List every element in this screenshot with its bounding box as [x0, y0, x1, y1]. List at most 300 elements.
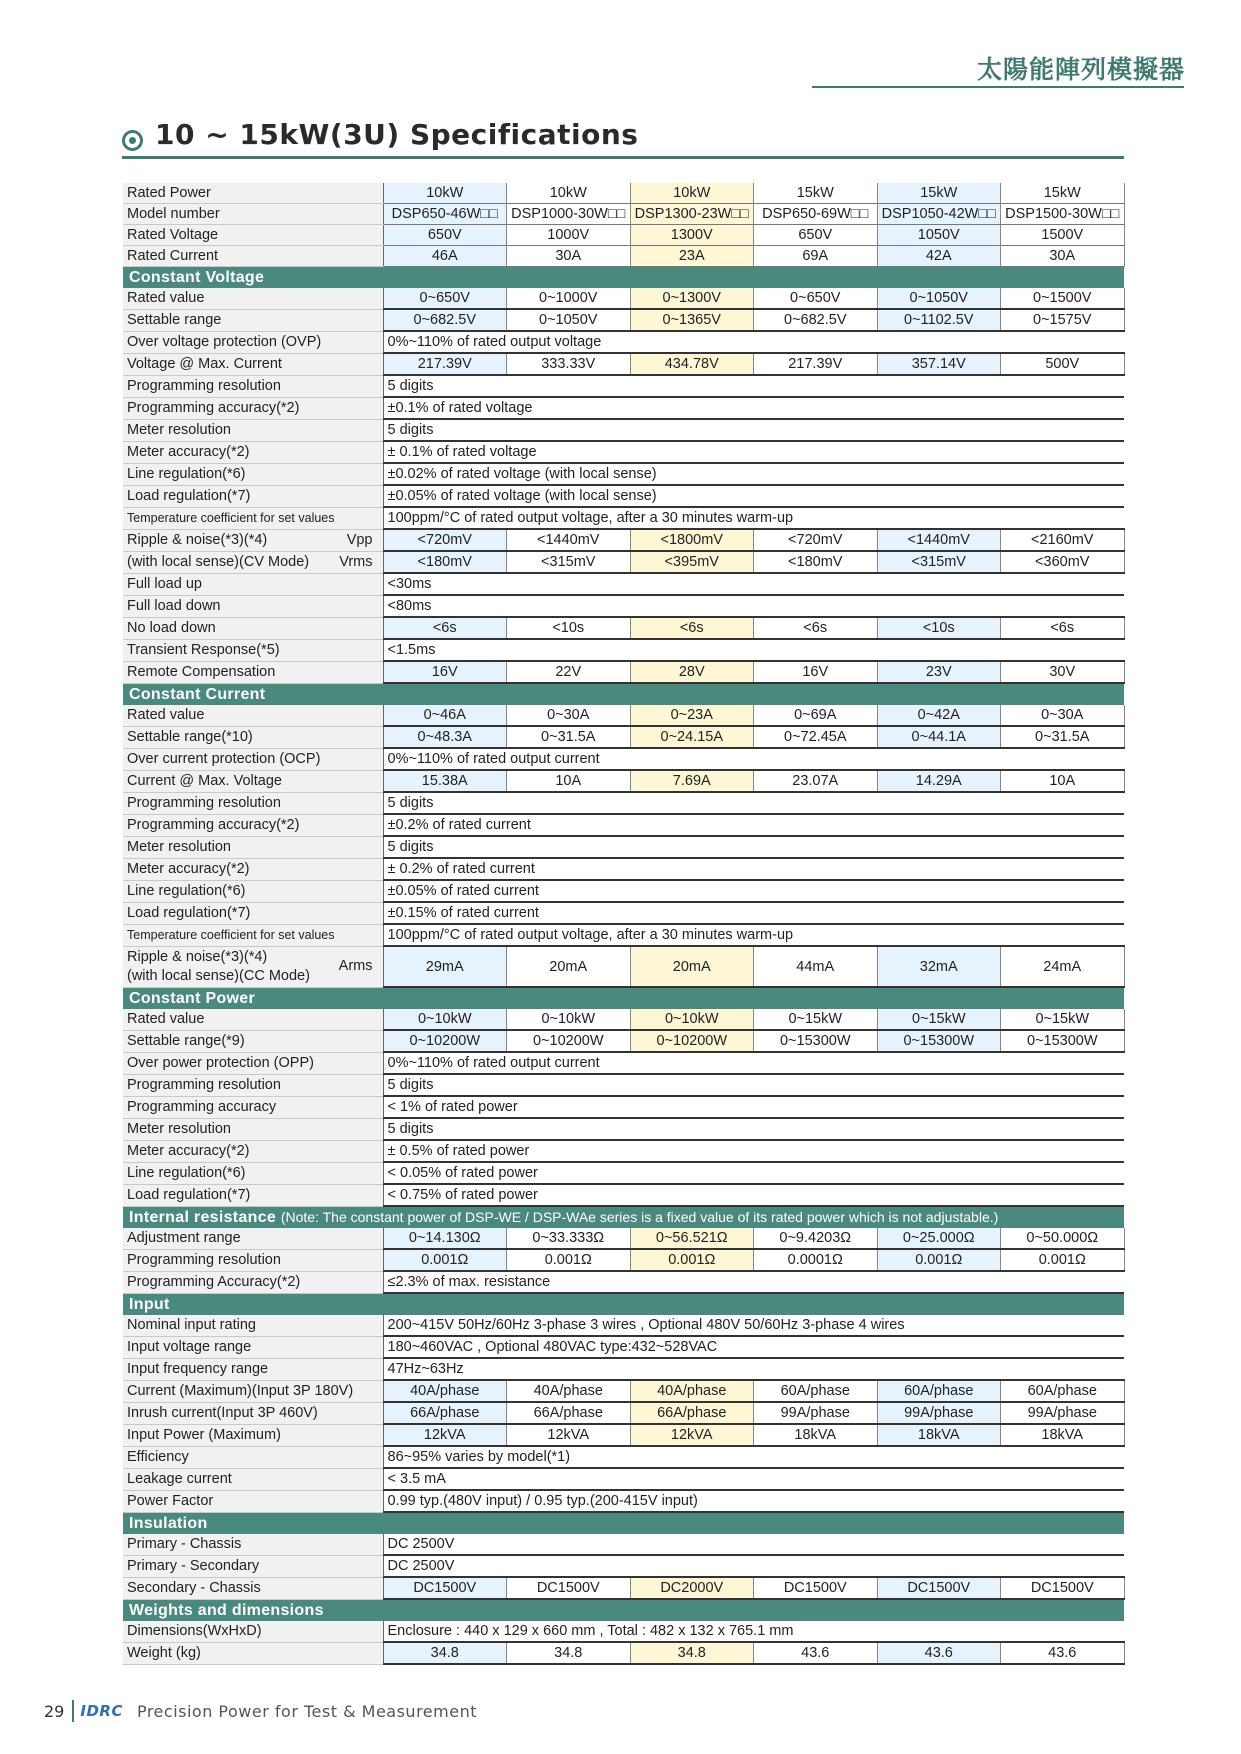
spec-value-model-6: 0~1500V: [1001, 288, 1125, 309]
spec-value-all-models: 47Hz~63Hz: [383, 1358, 1124, 1380]
spec-label: Programming resolution: [123, 375, 383, 397]
spec-label: Rated Power: [123, 183, 383, 204]
spec-value-model-4: DSP650-69W□□: [754, 204, 878, 225]
spec-value-model-4: 16V: [754, 661, 878, 683]
spec-value-model-4: 0~69A: [754, 705, 878, 726]
spec-value-model-1: 217.39V: [383, 353, 507, 375]
spec-value-model-4: 0~72.45A: [754, 726, 878, 748]
spec-value-all-models: < 0.75% of rated power: [383, 1184, 1124, 1206]
spec-value-model-1: 10kW: [383, 183, 507, 204]
spec-label: Load regulation(*7): [123, 1184, 383, 1206]
spec-value-model-4: 650V: [754, 225, 878, 246]
section-header-row: [123, 1512, 1124, 1534]
spec-value-model-2: 0~33.333Ω: [507, 1228, 631, 1249]
footer-divider: [72, 1700, 74, 1722]
page-footer: [44, 1700, 477, 1722]
spec-value-model-5: 60A/phase: [877, 1380, 1001, 1402]
page-number: 29: [44, 1701, 65, 1721]
spec-row: [123, 204, 1124, 225]
spec-label: Leakage current: [123, 1468, 383, 1490]
spec-value-model-4: <6s: [754, 617, 878, 639]
spec-value-all-models: <30ms: [383, 573, 1124, 595]
spec-value-model-3: 0.001Ω: [630, 1249, 754, 1271]
spec-value-model-5: <315mV: [877, 551, 1001, 573]
spec-label: [123, 551, 383, 573]
spec-label: Line regulation(*6): [123, 1162, 383, 1184]
spec-value-all-models: 5 digits: [383, 1074, 1124, 1096]
spec-label: Current (Maximum)(Input 3P 180V): [123, 1380, 383, 1402]
spec-value-model-3: 40A/phase: [630, 1380, 754, 1402]
spec-row: [123, 617, 1124, 639]
spec-row: [123, 246, 1124, 267]
spec-value-model-6: 0.001Ω: [1001, 1249, 1125, 1271]
spec-value-model-3: <1800mV: [630, 529, 754, 551]
spec-row: [123, 551, 1124, 573]
spec-value-model-3: 0~10kW: [630, 1009, 754, 1030]
spec-row: [123, 661, 1124, 683]
spec-label: Over voltage protection (OVP): [123, 331, 383, 353]
section-header-row: [123, 1206, 1124, 1228]
spec-value-all-models: Enclosure : 440 x 129 x 660 mm , Total : 482 x 132 x 765.1 mm: [383, 1621, 1124, 1642]
section-header-label: Constant Current: [129, 685, 266, 703]
spec-value-model-4: 0~9.4203Ω: [754, 1228, 878, 1249]
section-header-row: [123, 987, 1124, 1009]
spec-row: [123, 1052, 1124, 1074]
spec-label: Meter resolution: [123, 1118, 383, 1140]
spec-value-all-models: ±0.02% of rated voltage (with local sense): [383, 463, 1124, 485]
spec-value-model-6: DSP1500-30W□□: [1001, 204, 1125, 225]
spec-value-all-models: <1.5ms: [383, 639, 1124, 661]
spec-label: Meter accuracy(*2): [123, 858, 383, 880]
spec-row: [123, 946, 1124, 987]
spec-label: Meter accuracy(*2): [123, 441, 383, 463]
spec-value-model-6: 60A/phase: [1001, 1380, 1125, 1402]
spec-value-model-5: 15kW: [877, 183, 1001, 204]
spec-value-model-1: 0~10200W: [383, 1030, 507, 1052]
spec-value-model-6: 0~15300W: [1001, 1030, 1125, 1052]
spec-value-all-models: < 1% of rated power: [383, 1096, 1124, 1118]
spec-value-all-models: ≤2.3% of max. resistance: [383, 1271, 1124, 1293]
spec-row: [123, 1184, 1124, 1206]
spec-row: [123, 1140, 1124, 1162]
spec-value-all-models: ±0.15% of rated current: [383, 902, 1124, 924]
section-header: [123, 683, 1124, 705]
spec-row: [123, 529, 1124, 551]
spec-label: Input Power (Maximum): [123, 1424, 383, 1446]
spec-row: [123, 1577, 1124, 1599]
spec-value-model-6: 43.6: [1001, 1642, 1125, 1664]
spec-row: [123, 748, 1124, 770]
spec-row: [123, 1468, 1124, 1490]
spec-label: Line regulation(*6): [123, 880, 383, 902]
spec-row: [123, 770, 1124, 792]
spec-label: Meter resolution: [123, 419, 383, 441]
spec-label: Input frequency range: [123, 1358, 383, 1380]
spec-value-model-6: 1500V: [1001, 225, 1125, 246]
spec-value-all-models: 86~95% varies by model(*1): [383, 1446, 1124, 1468]
spec-row: [123, 705, 1124, 726]
spec-value-model-3: <395mV: [630, 551, 754, 573]
spec-value-all-models: ±0.2% of rated current: [383, 814, 1124, 836]
heading-rule: [122, 156, 1124, 159]
spec-label: Meter resolution: [123, 836, 383, 858]
section-heading-text: 10 ~ 15kW(3U) Specifications: [155, 118, 639, 151]
spec-row: [123, 880, 1124, 902]
spec-value-all-models: ± 0.2% of rated current: [383, 858, 1124, 880]
spec-label: Settable range(*10): [123, 726, 383, 748]
spec-row: [123, 331, 1124, 353]
spec-value-model-2: 22V: [507, 661, 631, 683]
spec-value-model-4: 69A: [754, 246, 878, 267]
spec-value-model-5: 32mA: [877, 946, 1001, 987]
spec-value-model-2: 0~31.5A: [507, 726, 631, 748]
spec-value-model-5: 43.6: [877, 1642, 1001, 1664]
spec-value-model-1: 46A: [383, 246, 507, 267]
spec-value-all-models: 5 digits: [383, 836, 1124, 858]
spec-label-text: (with local sense)(CV Mode): [127, 554, 310, 570]
spec-value-model-3: 10kW: [630, 183, 754, 204]
spec-row: [123, 397, 1124, 419]
section-header: [123, 1599, 1124, 1621]
spec-value-model-1: 15.38A: [383, 770, 507, 792]
spec-value-model-2: 12kVA: [507, 1424, 631, 1446]
spec-row: [123, 1490, 1124, 1512]
spec-label: Secondary - Chassis: [123, 1577, 383, 1599]
section-header-label: Constant Voltage: [129, 268, 265, 286]
spec-value-model-6: 0~30A: [1001, 705, 1125, 726]
spec-value-model-3: 0~1365V: [630, 309, 754, 331]
spec-row: [123, 419, 1124, 441]
spec-label: Over current protection (OCP): [123, 748, 383, 770]
spec-value-model-2: <1440mV: [507, 529, 631, 551]
spec-label: Transient Response(*5): [123, 639, 383, 661]
spec-value-model-5: 0~44.1A: [877, 726, 1001, 748]
spec-label-text: [127, 948, 310, 986]
spec-value-model-3: 434.78V: [630, 353, 754, 375]
spec-label: Rated Voltage: [123, 225, 383, 246]
spec-value-model-2: 20mA: [507, 946, 631, 987]
spec-value-model-1: 650V: [383, 225, 507, 246]
spec-label: Nominal input rating: [123, 1315, 383, 1336]
section-header: [123, 267, 1124, 289]
spec-label-line: (with local sense)(CC Mode): [127, 967, 310, 984]
section-header: [123, 987, 1124, 1009]
spec-row: [123, 1555, 1124, 1577]
spec-value-model-6: DC1500V: [1001, 1577, 1125, 1599]
spec-value-model-4: 0~682.5V: [754, 309, 878, 331]
section-header-label: Constant Power: [129, 989, 255, 1007]
spec-value-all-models: 5 digits: [383, 792, 1124, 814]
spec-value-model-6: 15kW: [1001, 183, 1125, 204]
spec-value-model-4: 43.6: [754, 1642, 878, 1664]
spec-value-all-models: 5 digits: [383, 1118, 1124, 1140]
spec-label: Full load up: [123, 573, 383, 595]
spec-row: [123, 924, 1124, 946]
spec-value-model-6: 30A: [1001, 246, 1125, 267]
footer-tagline: Precision Power for Test & Measurement: [136, 1701, 477, 1721]
spec-row: [123, 1424, 1124, 1446]
spec-value-model-4: 60A/phase: [754, 1380, 878, 1402]
spec-row: [123, 792, 1124, 814]
spec-value-model-3: 0~1300V: [630, 288, 754, 309]
spec-label: Input voltage range: [123, 1336, 383, 1358]
spec-label: Primary - Chassis: [123, 1534, 383, 1555]
spec-value-model-6: 24mA: [1001, 946, 1125, 987]
spec-value-model-3: 0~10200W: [630, 1030, 754, 1052]
spec-unit-label: Vpp: [346, 532, 373, 548]
spec-row: [123, 288, 1124, 309]
spec-label: Over power protection (OPP): [123, 1052, 383, 1074]
brochure-title: 太陽能陣列模擬器: [976, 55, 1185, 84]
spec-value-all-models: 0.99 typ.(480V input) / 0.95 typ.(200-415V input): [383, 1490, 1124, 1512]
spec-value-all-models: 0%~110% of rated output voltage: [383, 331, 1124, 353]
spec-value-all-models: ±0.1% of rated voltage: [383, 397, 1124, 419]
spec-value-model-2: 30A: [507, 246, 631, 267]
spec-label: Settable range: [123, 309, 383, 331]
spec-value-model-6: 0~50.000Ω: [1001, 1228, 1125, 1249]
spec-value-model-4: 44mA: [754, 946, 878, 987]
spec-row: [123, 814, 1124, 836]
spec-value-model-4: 15kW: [754, 183, 878, 204]
spec-value-all-models: ± 0.1% of rated voltage: [383, 441, 1124, 463]
spec-value-model-2: 0.001Ω: [507, 1249, 631, 1271]
spec-value-model-6: 99A/phase: [1001, 1402, 1125, 1424]
spec-value-model-4: 0~15kW: [754, 1009, 878, 1030]
spec-value-model-6: 500V: [1001, 353, 1125, 375]
spec-value-model-5: 0~1102.5V: [877, 309, 1001, 331]
spec-value-all-models: 5 digits: [383, 375, 1124, 397]
spec-value-model-4: 0.0001Ω: [754, 1249, 878, 1271]
spec-row: [123, 595, 1124, 617]
spec-value-all-models: 180~460VAC , Optional 480VAC type:432~528VAC: [383, 1336, 1124, 1358]
title-rule: [812, 86, 1184, 88]
section-header-row: [123, 1599, 1124, 1621]
spec-value-model-3: DC2000V: [630, 1577, 754, 1599]
spec-label: Programming Accuracy(*2): [123, 1271, 383, 1293]
spec-value-model-2: DC1500V: [507, 1577, 631, 1599]
spec-row: [123, 1162, 1124, 1184]
spec-value-model-2: 0~10kW: [507, 1009, 631, 1030]
spec-value-model-6: 0~1575V: [1001, 309, 1125, 331]
spec-value-model-1: 0~682.5V: [383, 309, 507, 331]
section-header: [123, 1206, 1124, 1228]
spec-value-model-2: <10s: [507, 617, 631, 639]
spec-label: Rated value: [123, 705, 383, 726]
spec-row: [123, 507, 1124, 529]
spec-label: Temperature coefficient for set values: [123, 507, 383, 529]
spec-value-model-1: 66A/phase: [383, 1402, 507, 1424]
spec-row: [123, 639, 1124, 661]
spec-label: Programming accuracy(*2): [123, 814, 383, 836]
spec-row: [123, 1074, 1124, 1096]
spec-value-model-1: 0~14.130Ω: [383, 1228, 507, 1249]
spec-label: No load down: [123, 617, 383, 639]
spec-value-model-5: 99A/phase: [877, 1402, 1001, 1424]
spec-row: [123, 1621, 1124, 1642]
spec-value-model-6: 30V: [1001, 661, 1125, 683]
spec-value-all-models: ±0.05% of rated current: [383, 880, 1124, 902]
spec-value-model-5: 0~15kW: [877, 1009, 1001, 1030]
spec-label: Programming accuracy: [123, 1096, 383, 1118]
spec-value-model-6: <6s: [1001, 617, 1125, 639]
spec-value-model-6: 10A: [1001, 770, 1125, 792]
spec-value-model-4: DC1500V: [754, 1577, 878, 1599]
spec-value-model-2: 0~1000V: [507, 288, 631, 309]
spec-value-model-3: 66A/phase: [630, 1402, 754, 1424]
spec-value-model-3: 20mA: [630, 946, 754, 987]
spec-row: [123, 858, 1124, 880]
spec-value-model-5: <1440mV: [877, 529, 1001, 551]
spec-value-model-5: 357.14V: [877, 353, 1001, 375]
spec-label-line: Ripple & noise(*3)(*4): [127, 948, 268, 965]
spec-label: Voltage @ Max. Current: [123, 353, 383, 375]
spec-value-model-5: 0~42A: [877, 705, 1001, 726]
spec-label: Rated Current: [123, 246, 383, 267]
spec-value-model-2: 10A: [507, 770, 631, 792]
spec-unit-label: Arms: [338, 958, 373, 974]
spec-value-all-models: 200~415V 50Hz/60Hz 3-phase 3 wires , Optional 480V 50/60Hz 3-phase 4 wires: [383, 1315, 1124, 1336]
section-header-row: [123, 1293, 1124, 1315]
spec-value-model-1: 0.001Ω: [383, 1249, 507, 1271]
spec-value-model-4: 217.39V: [754, 353, 878, 375]
spec-value-model-3: 12kVA: [630, 1424, 754, 1446]
spec-value-model-1: 0~650V: [383, 288, 507, 309]
spec-row: [123, 1336, 1124, 1358]
spec-label: [123, 529, 383, 551]
spec-label: Primary - Secondary: [123, 1555, 383, 1577]
spec-value-model-3: 0~56.521Ω: [630, 1228, 754, 1249]
spec-row: [123, 1402, 1124, 1424]
spec-value-model-2: <315mV: [507, 551, 631, 573]
spec-row: [123, 726, 1124, 748]
spec-value-all-models: 0%~110% of rated output current: [383, 1052, 1124, 1074]
spec-value-model-5: 18kVA: [877, 1424, 1001, 1446]
spec-row: [123, 353, 1124, 375]
spec-value-model-1: 0~10kW: [383, 1009, 507, 1030]
spec-value-model-2: 10kW: [507, 183, 631, 204]
spec-value-model-5: 14.29A: [877, 770, 1001, 792]
spec-row: [123, 1249, 1124, 1271]
spec-value-model-6: <2160mV: [1001, 529, 1125, 551]
spec-value-model-1: DSP650-46W□□: [383, 204, 507, 225]
section-header-label: Input: [129, 1295, 170, 1313]
spec-value-model-1: <6s: [383, 617, 507, 639]
spec-value-all-models: < 0.05% of rated power: [383, 1162, 1124, 1184]
spec-value-all-models: 5 digits: [383, 419, 1124, 441]
spec-value-model-4: 99A/phase: [754, 1402, 878, 1424]
spec-row: [123, 375, 1124, 397]
spec-row: [123, 836, 1124, 858]
spec-value-model-2: 0~10200W: [507, 1030, 631, 1052]
spec-row: [123, 1118, 1124, 1140]
spec-value-model-4: 0~650V: [754, 288, 878, 309]
target-bullet-icon: [122, 130, 143, 151]
spec-value-all-models: 100ppm/°C of rated output voltage, after a 30 minutes warm-up: [383, 507, 1124, 529]
section-heading: [122, 118, 638, 151]
spec-label: Rated value: [123, 1009, 383, 1030]
spec-value-model-4: 23.07A: [754, 770, 878, 792]
spec-value-model-3: 1300V: [630, 225, 754, 246]
spec-value-model-5: 1050V: [877, 225, 1001, 246]
spec-value-model-1: 0~46A: [383, 705, 507, 726]
spec-value-all-models: DC 2500V: [383, 1555, 1124, 1577]
spec-value-model-5: 0~15300W: [877, 1030, 1001, 1052]
spec-row: [123, 441, 1124, 463]
section-header-row: [123, 683, 1124, 705]
spec-value-model-1: 16V: [383, 661, 507, 683]
spec-value-model-1: <180mV: [383, 551, 507, 573]
spec-value-model-3: 7.69A: [630, 770, 754, 792]
spec-value-model-3: DSP1300-23W□□: [630, 204, 754, 225]
spec-label: Line regulation(*6): [123, 463, 383, 485]
spec-value-model-3: 0~24.15A: [630, 726, 754, 748]
spec-label: Weight (kg): [123, 1642, 383, 1664]
spec-value-model-5: 0~25.000Ω: [877, 1228, 1001, 1249]
spec-value-model-3: 23A: [630, 246, 754, 267]
spec-value-all-models: 100ppm/°C of rated output voltage, after a 30 minutes warm-up: [383, 924, 1124, 946]
spec-row: [123, 573, 1124, 595]
spec-value-model-5: DSP1050-42W□□: [877, 204, 1001, 225]
spec-value-model-4: <180mV: [754, 551, 878, 573]
spec-value-model-2: 40A/phase: [507, 1380, 631, 1402]
spec-label: Load regulation(*7): [123, 485, 383, 507]
spec-row: [123, 1380, 1124, 1402]
spec-label: Dimensions(WxHxD): [123, 1621, 383, 1642]
spec-value-model-3: <6s: [630, 617, 754, 639]
spec-value-model-6: 0~31.5A: [1001, 726, 1125, 748]
spec-row: [123, 485, 1124, 507]
spec-value-model-1: 0~48.3A: [383, 726, 507, 748]
spec-row: [123, 1358, 1124, 1380]
spec-row: [123, 1534, 1124, 1555]
spec-value-model-1: <720mV: [383, 529, 507, 551]
spec-value-model-4: 18kVA: [754, 1424, 878, 1446]
spec-label: [123, 946, 383, 987]
spec-value-model-1: DC1500V: [383, 1577, 507, 1599]
spec-label: Model number: [123, 204, 383, 225]
section-header: [123, 1512, 1124, 1534]
spec-value-model-2: 34.8: [507, 1642, 631, 1664]
spec-value-model-5: DC1500V: [877, 1577, 1001, 1599]
spec-value-model-1: 29mA: [383, 946, 507, 987]
spec-value-model-1: 12kVA: [383, 1424, 507, 1446]
spec-label: Load regulation(*7): [123, 902, 383, 924]
section-header-note: (Note: The constant power of DSP-WE / DSP-WAe series is a fixed value of its rated power which is not adjustable.): [280, 1209, 999, 1225]
spec-value-model-5: 42A: [877, 246, 1001, 267]
spec-row: [123, 1096, 1124, 1118]
spec-label: Programming accuracy(*2): [123, 397, 383, 419]
spec-label: Meter accuracy(*2): [123, 1140, 383, 1162]
spec-value-all-models: ±0.05% of rated voltage (with local sense): [383, 485, 1124, 507]
spec-value-model-6: <360mV: [1001, 551, 1125, 573]
spec-value-model-3: 34.8: [630, 1642, 754, 1664]
spec-value-model-5: 0~1050V: [877, 288, 1001, 309]
section-header-row: [123, 267, 1124, 289]
spec-value-model-3: 28V: [630, 661, 754, 683]
section-header: [123, 1293, 1124, 1315]
spec-row: [123, 309, 1124, 331]
spec-label: Power Factor: [123, 1490, 383, 1512]
spec-label: Rated value: [123, 288, 383, 309]
spec-value-all-models: < 3.5 mA: [383, 1468, 1124, 1490]
section-header-label: Weights and dimensions: [129, 1601, 324, 1619]
spec-unit-label: Vrms: [339, 554, 373, 570]
spec-value-model-6: 18kVA: [1001, 1424, 1125, 1446]
spec-value-model-2: 0~30A: [507, 705, 631, 726]
spec-row: [123, 1642, 1124, 1664]
spec-value-all-models: ± 0.5% of rated power: [383, 1140, 1124, 1162]
spec-value-model-2: 333.33V: [507, 353, 631, 375]
